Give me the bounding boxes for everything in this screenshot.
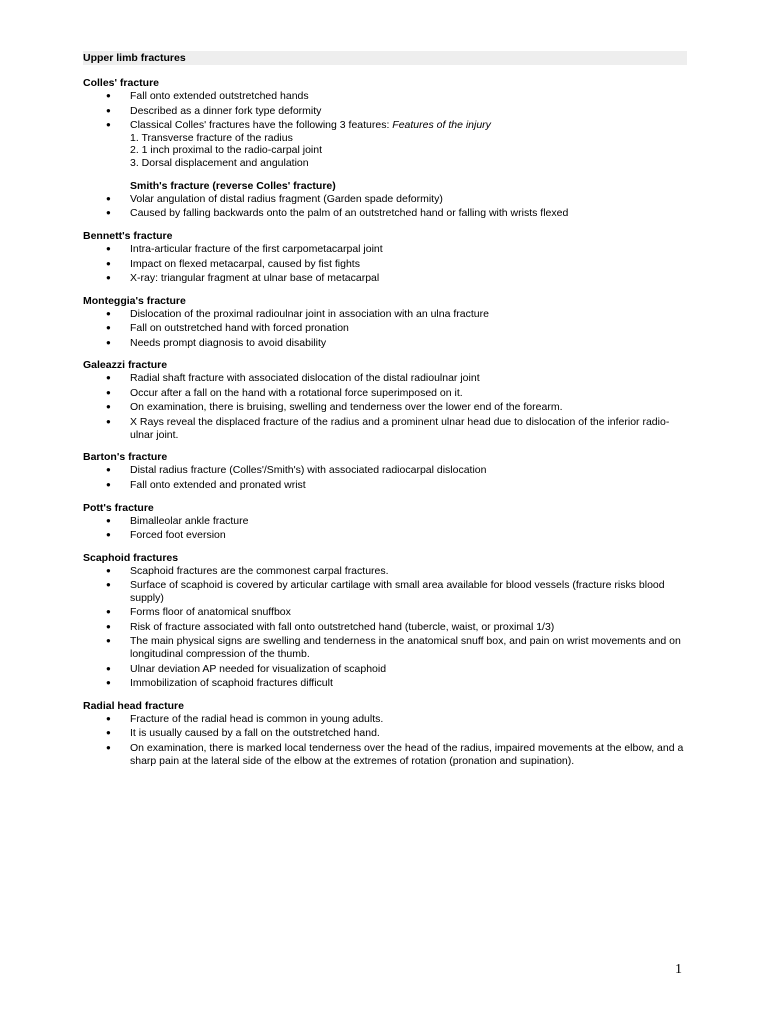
list-item <box>83 565 687 578</box>
section-heading: Colles' fracture <box>83 77 160 89</box>
list-item-text: Distal radius fracture (Colles'/Smith's) with associated radiocarpal dislocation <box>130 464 487 477</box>
list-item <box>83 727 687 740</box>
bullet-icon: ● <box>106 636 111 646</box>
list-item-text: Needs prompt diagnosis to avoid disability <box>130 336 327 349</box>
list-item-text: Risk of fracture associated with fall onto outstretched hand (tubercle, waist, or proximal 1/3) <box>130 620 555 633</box>
section-heading: Scaphoid fractures <box>83 551 179 564</box>
section <box>83 552 687 690</box>
bullet-icon: ● <box>106 258 111 268</box>
bullet-icon: ● <box>106 244 111 254</box>
list-item <box>83 515 687 528</box>
list-item <box>83 663 687 676</box>
bullet-icon: ● <box>106 565 111 575</box>
bullet-icon: ● <box>106 337 111 347</box>
list-item <box>83 677 687 690</box>
bullet-icon: ● <box>106 208 111 218</box>
bullet-icon: ● <box>106 479 111 489</box>
bullet-list <box>83 90 687 170</box>
list-item-text: On examination, there is marked local tenderness over the head of the radius, impaired movements at the elbow, and a sharp pain at the lateral side of the elbow at the extremes of rotation (pronation and supination). <box>130 741 684 767</box>
bullet-icon: ● <box>106 323 111 333</box>
list-item <box>83 529 687 542</box>
list-item <box>83 742 687 767</box>
list-item <box>83 119 687 170</box>
list-item-text: Forms floor of anatomical snuffbox <box>130 606 291 619</box>
bullet-icon: ● <box>106 530 111 540</box>
section-heading: Barton's fracture <box>83 451 168 464</box>
list-item <box>83 308 687 321</box>
list-item-text: X Rays reveal the displaced fracture of the radius and a prominent ulnar head due to dislocation of the inferior radio-ulnar joint. <box>130 415 670 441</box>
list-item-text: The main physical signs are swelling and tenderness in the anatomical snuff box, and pain on wrist movements and on longitudinal compression of the thumb. <box>130 635 681 661</box>
bullet-icon: ● <box>106 713 111 723</box>
list-item <box>83 322 687 335</box>
bullet-icon: ● <box>106 373 111 383</box>
list-item-text: Radial shaft fracture with associated dislocation of the distal radioulnar joint <box>130 372 480 385</box>
list-item-text: Occur after a fall on the hand with a rotational force superimposed on it. <box>130 386 463 399</box>
list-item <box>83 105 687 118</box>
list-item-text: Classical Colles' fractures have the following 3 features: <box>130 119 393 131</box>
bullet-icon: ● <box>106 742 111 752</box>
list-item-text: Ulnar deviation AP needed for visualization of scaphoid <box>130 662 387 675</box>
bullet-icon: ● <box>106 105 111 115</box>
section-heading: Monteggia's fracture <box>83 294 186 307</box>
list-item <box>83 416 687 441</box>
bullet-list <box>83 193 687 220</box>
document-title: Upper limb fractures <box>83 51 687 65</box>
list-item-text: Fall onto extended and pronated wrist <box>130 478 306 491</box>
list-item <box>83 387 687 400</box>
list-item-text: Scaphoid fractures are the commonest carpal fractures. <box>130 564 389 577</box>
bullet-list <box>83 713 687 767</box>
list-item-text: Described as a dinner fork type deformity <box>130 104 322 117</box>
list-item <box>83 401 687 414</box>
section-heading: Pott's fracture <box>83 501 154 514</box>
section-heading: Bennett's fracture <box>83 230 173 243</box>
list-item-text: Forced foot eversion <box>130 529 226 542</box>
bullet-icon: ● <box>106 728 111 738</box>
bullet-icon: ● <box>106 416 111 426</box>
section <box>83 359 687 441</box>
list-item-text: Volar angulation of distal radius fragment (Garden spade deformity) <box>130 192 443 205</box>
list-item-italic-text: Features of the injury <box>392 119 491 131</box>
list-item <box>83 193 687 206</box>
section <box>83 502 687 542</box>
list-item-text: Caused by falling backwards onto the palm of an outstretched hand or falling with wrists flexed <box>130 207 569 220</box>
list-item-text: Dislocation of the proximal radioulnar joint in association with an ulna fracture <box>130 307 489 320</box>
list-item <box>83 258 687 271</box>
section-heading: Radial head fracture <box>83 699 184 712</box>
bullet-list <box>83 372 687 441</box>
list-item-text: X-ray: triangular fragment at ulnar base of metacarpal <box>130 272 380 285</box>
section <box>83 180 687 220</box>
bullet-icon: ● <box>106 193 111 203</box>
bullet-icon: ● <box>106 91 111 100</box>
section <box>83 77 687 170</box>
list-item-text: Fall on outstretched hand with forced pronation <box>130 322 349 335</box>
bullet-list <box>83 464 687 491</box>
bullet-icon: ● <box>106 465 111 475</box>
list-item <box>83 207 687 220</box>
bullet-list <box>83 243 687 285</box>
list-item-text: On examination, there is bruising, swelling and tenderness over the lower end of the forearm. <box>130 401 563 414</box>
list-item-subline: 1. Transverse fracture of the radius <box>130 131 293 144</box>
list-item <box>83 479 687 492</box>
list-item <box>83 272 687 285</box>
bullet-icon: ● <box>106 308 111 318</box>
bullet-icon: ● <box>106 120 111 129</box>
bullet-list <box>83 565 687 690</box>
list-item-text: Intra-articular fracture of the first carpometacarpal joint <box>130 243 383 256</box>
sections-container <box>83 77 687 767</box>
list-item <box>83 90 687 103</box>
list-item-text: Impact on flexed metacarpal, caused by fist fights <box>130 257 360 270</box>
bullet-icon: ● <box>106 621 111 631</box>
document-page <box>83 51 687 777</box>
list-item <box>83 635 687 660</box>
page-number: 1 <box>675 962 682 977</box>
list-item <box>83 337 687 350</box>
bullet-list <box>83 515 687 542</box>
list-item <box>83 464 687 477</box>
bullet-list <box>83 308 687 350</box>
list-item-text: Fracture of the radial head is common in young adults. <box>130 712 384 725</box>
section-heading: Galeazzi fracture <box>83 359 168 372</box>
list-item-subline: 2. 1 inch proximal to the radio-carpal joint <box>130 144 323 157</box>
bullet-icon: ● <box>106 387 111 397</box>
bullet-icon: ● <box>106 273 111 283</box>
list-item <box>83 243 687 256</box>
section <box>83 230 687 285</box>
list-item <box>83 606 687 619</box>
bullet-icon: ● <box>106 607 111 617</box>
bullet-icon: ● <box>106 402 111 412</box>
section-heading: Smith's fracture (reverse Colles' fracture) <box>130 179 336 192</box>
section <box>83 451 687 491</box>
bullet-icon: ● <box>106 663 111 673</box>
section <box>83 295 687 350</box>
bullet-icon: ● <box>106 580 111 590</box>
list-item <box>83 621 687 634</box>
list-item-text: Immobilization of scaphoid fractures difficult <box>130 677 333 690</box>
list-item <box>83 579 687 604</box>
list-item <box>83 372 687 385</box>
bullet-icon: ● <box>106 515 111 525</box>
list-item-text: Fall onto extended outstretched hands <box>130 90 309 102</box>
list-item-text: Surface of scaphoid is covered by articular cartilage with small area available for blood vessels (fracture risks blood supply) <box>130 579 665 604</box>
list-item-text: It is usually caused by a fall on the outstretched hand. <box>130 727 380 740</box>
list-item-text: Bimalleolar ankle fracture <box>130 514 249 527</box>
list-item <box>83 713 687 726</box>
list-item-subline: 3. Dorsal displacement and angulation <box>130 157 309 170</box>
section <box>83 700 687 767</box>
bullet-icon: ● <box>106 678 111 688</box>
